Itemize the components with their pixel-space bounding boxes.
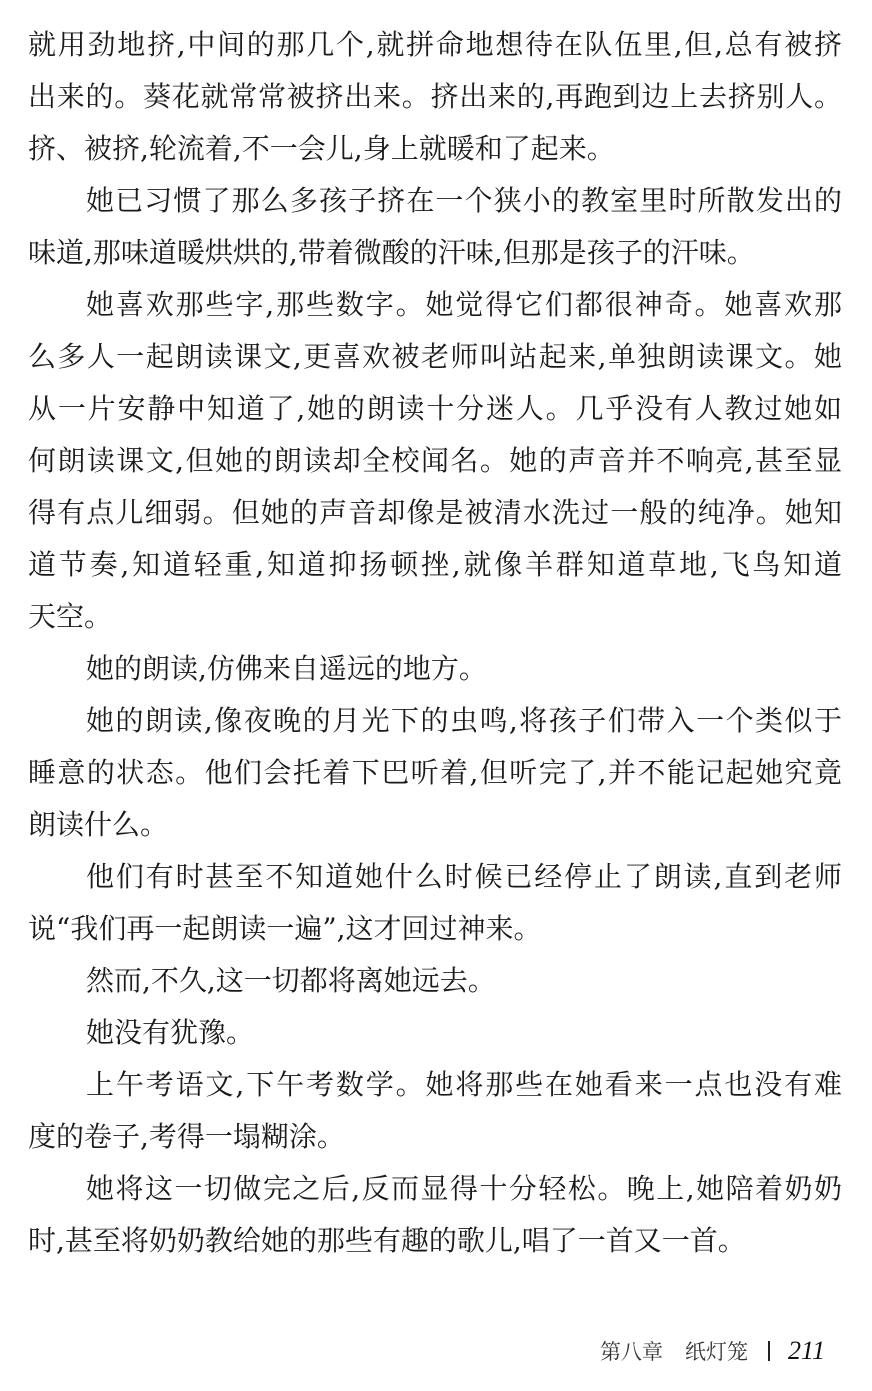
text-line: 就用劲地挤,中间的那几个,就拼命地想待在队伍里,但,总有被挤 (28, 28, 842, 61)
text-line: 何朗读课文,但她的朗读却全校闻名。她的声音并不响亮,甚至显 (28, 444, 842, 477)
text-line: 天空。 (28, 600, 113, 633)
page-footer (600, 1334, 825, 1368)
text-line: 味道,那味道暖烘烘的,带着微酸的汗味,但那是孩子的汗味。 (28, 236, 755, 269)
text-line: 从一片安静中知道了,她的朗读十分迷人。几乎没有人教过她如 (28, 392, 842, 425)
text-line: 然而,不久,这一切都将离她远去。 (86, 964, 496, 997)
text-line: 道节奏,知道轻重,知道抑扬顿挫,就像羊群知道草地,飞鸟知道 (28, 548, 842, 581)
text-line: 他们有时甚至不知道她什么时候已经停止了朗读,直到老师 (86, 860, 842, 893)
text-line: 挤、被挤,轮流着,不一会儿,身上就暖和了起来。 (28, 132, 615, 165)
text-line: 得有点儿细弱。但她的声音却像是被清水洗过一般的纯净。她知 (28, 496, 842, 529)
text-line: 她已习惯了那么多孩子挤在一个狭小的教室里时所散发出的 (86, 184, 842, 217)
text-line: 她的朗读,像夜晚的月光下的虫鸣,将孩子们带入一个类似于 (86, 704, 842, 737)
body-text (28, 19, 842, 1267)
text-line: 她喜欢那些字,那些数字。她觉得它们都很神奇。她喜欢那 (86, 288, 842, 321)
footer-divider (768, 1341, 770, 1361)
text-line: 她的朗读,仿佛来自遥远的地方。 (86, 652, 487, 685)
text-line: 朗读什么。 (28, 808, 169, 841)
page-number: 211 (788, 1336, 826, 1365)
text-line: 说“我们再一起朗读一遍”,这才回过神来。 (28, 912, 542, 945)
text-line: 她没有犹豫。 (86, 1016, 255, 1049)
chapter-label: 第八章 (600, 1340, 663, 1364)
text-line: 她将这一切做完之后,反而显得十分轻松。晚上,她陪着奶奶 (86, 1172, 842, 1205)
chapter-title: 纸灯笼 (685, 1340, 748, 1364)
text-line: 上午考语文,下午考数学。她将那些在她看来一点也没有难 (86, 1068, 842, 1101)
text-line: 睡意的状态。他们会托着下巴听着,但听完了,并不能记起她究竟 (28, 756, 842, 789)
text-line: 时,甚至将奶奶教给她的那些有趣的歌儿,唱了一首又一首。 (28, 1224, 746, 1257)
text-line: 出来的。葵花就常常被挤出来。挤出来的,再跑到边上去挤别人。 (28, 80, 842, 113)
text-line: 度的卷子,考得一塌糊涂。 (28, 1120, 345, 1153)
text-line: 么多人一起朗读课文,更喜欢被老师叫站起来,单独朗读课文。她 (28, 340, 842, 373)
